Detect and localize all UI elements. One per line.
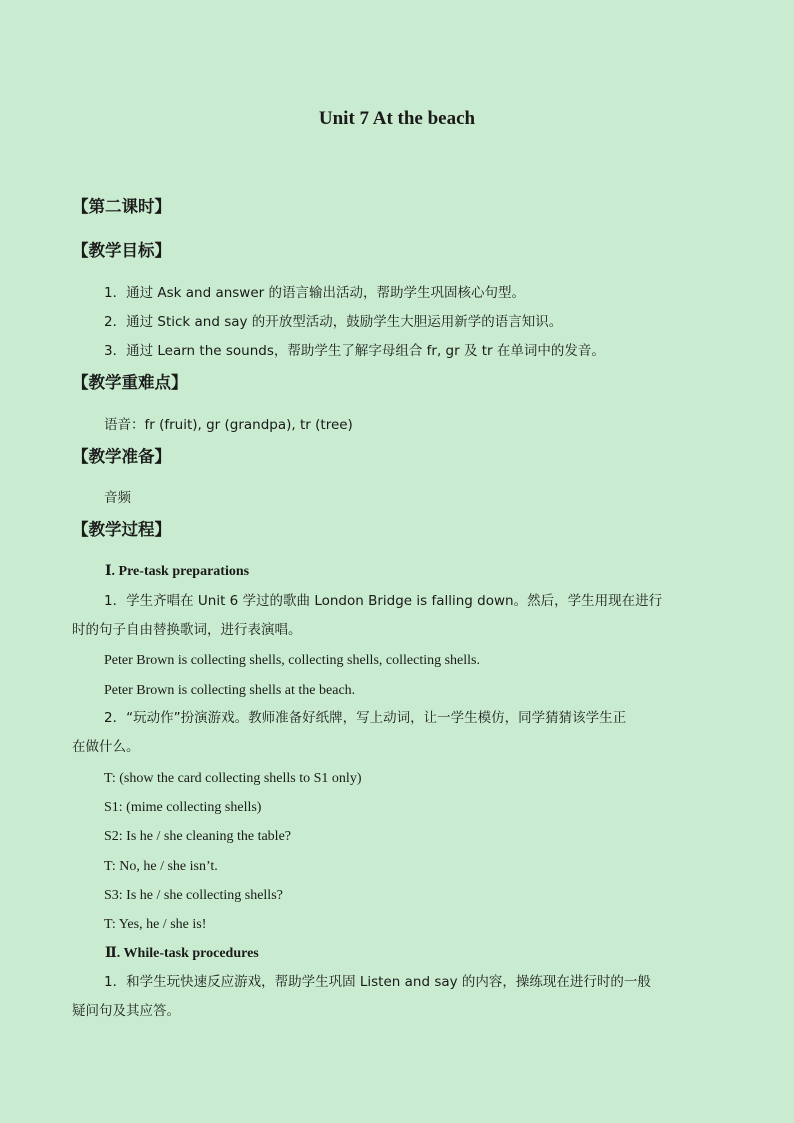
dialogue-line-1: T: (show the card collecting shells to S1 only): [104, 771, 362, 786]
process-item1-line1: 1．学生齐唱在 Unit 6 学过的歌曲 London Bridge is falling down。然后，学生用现在进行: [104, 593, 663, 609]
objective-item-3: 3．通过 Learn the sounds，帮助学生了解字母组合 fr, gr 及 tr 在单词中的发音。: [104, 343, 605, 359]
process-item3-line1: 1．和学生玩快速反应游戏，帮助学生巩固 Listen and say 的内容，操练现在进行时的一般: [104, 974, 651, 990]
process-item3-line2: 疑问句及其应答。: [72, 1003, 180, 1019]
process-item2-line1: 2．“玩动作”扮演游戏。教师准备好纸牌，写上动词，让一学生模仿，同学猜猜该学生正: [104, 710, 627, 726]
part2-title: Ⅱ. While-task procedures: [105, 946, 259, 961]
section-heading-preparation: 【教学准备】: [72, 447, 171, 466]
dialogue-line-2: S1: (mime collecting shells): [104, 800, 262, 815]
preparation-text: 音频: [104, 490, 131, 506]
section-heading-key-points: 【教学重难点】: [72, 373, 188, 392]
objective-item-1: 1．通过 Ask and answer 的语言输出活动，帮助学生巩固核心句型。: [104, 285, 525, 301]
section-heading-lesson: 【第二课时】: [72, 197, 171, 216]
process-item2-line2: 在做什么。: [72, 739, 140, 755]
song-line-2: Peter Brown is collecting shells at the beach.: [104, 683, 356, 698]
objective-item-2: 2．通过 Stick and say 的开放型活动，鼓励学生大胆运用新学的语言知识。: [104, 314, 563, 330]
section-heading-process: 【教学过程】: [72, 520, 171, 539]
key-points-text: 语音：fr (fruit), gr (grandpa), tr (tree): [104, 417, 353, 433]
document-title: Unit 7 At the beach: [318, 108, 476, 129]
part1-title: Ⅰ. Pre-task preparations: [105, 564, 250, 579]
dialogue-line-5: S3: Is he / she collecting shells?: [104, 888, 283, 903]
process-item1-line2: 时的句子自由替换歌词，进行表演唱。: [72, 622, 302, 638]
section-heading-objectives: 【教学目标】: [72, 241, 171, 260]
dialogue-line-3: S2: Is he / she cleaning the table?: [104, 829, 291, 844]
song-line-1: Peter Brown is collecting shells, collecting shells, collecting shells.: [104, 653, 480, 668]
dialogue-line-4: T: No, he / she isn’t.: [104, 859, 218, 874]
dialogue-line-6: T: Yes, he / she is!: [104, 917, 207, 932]
